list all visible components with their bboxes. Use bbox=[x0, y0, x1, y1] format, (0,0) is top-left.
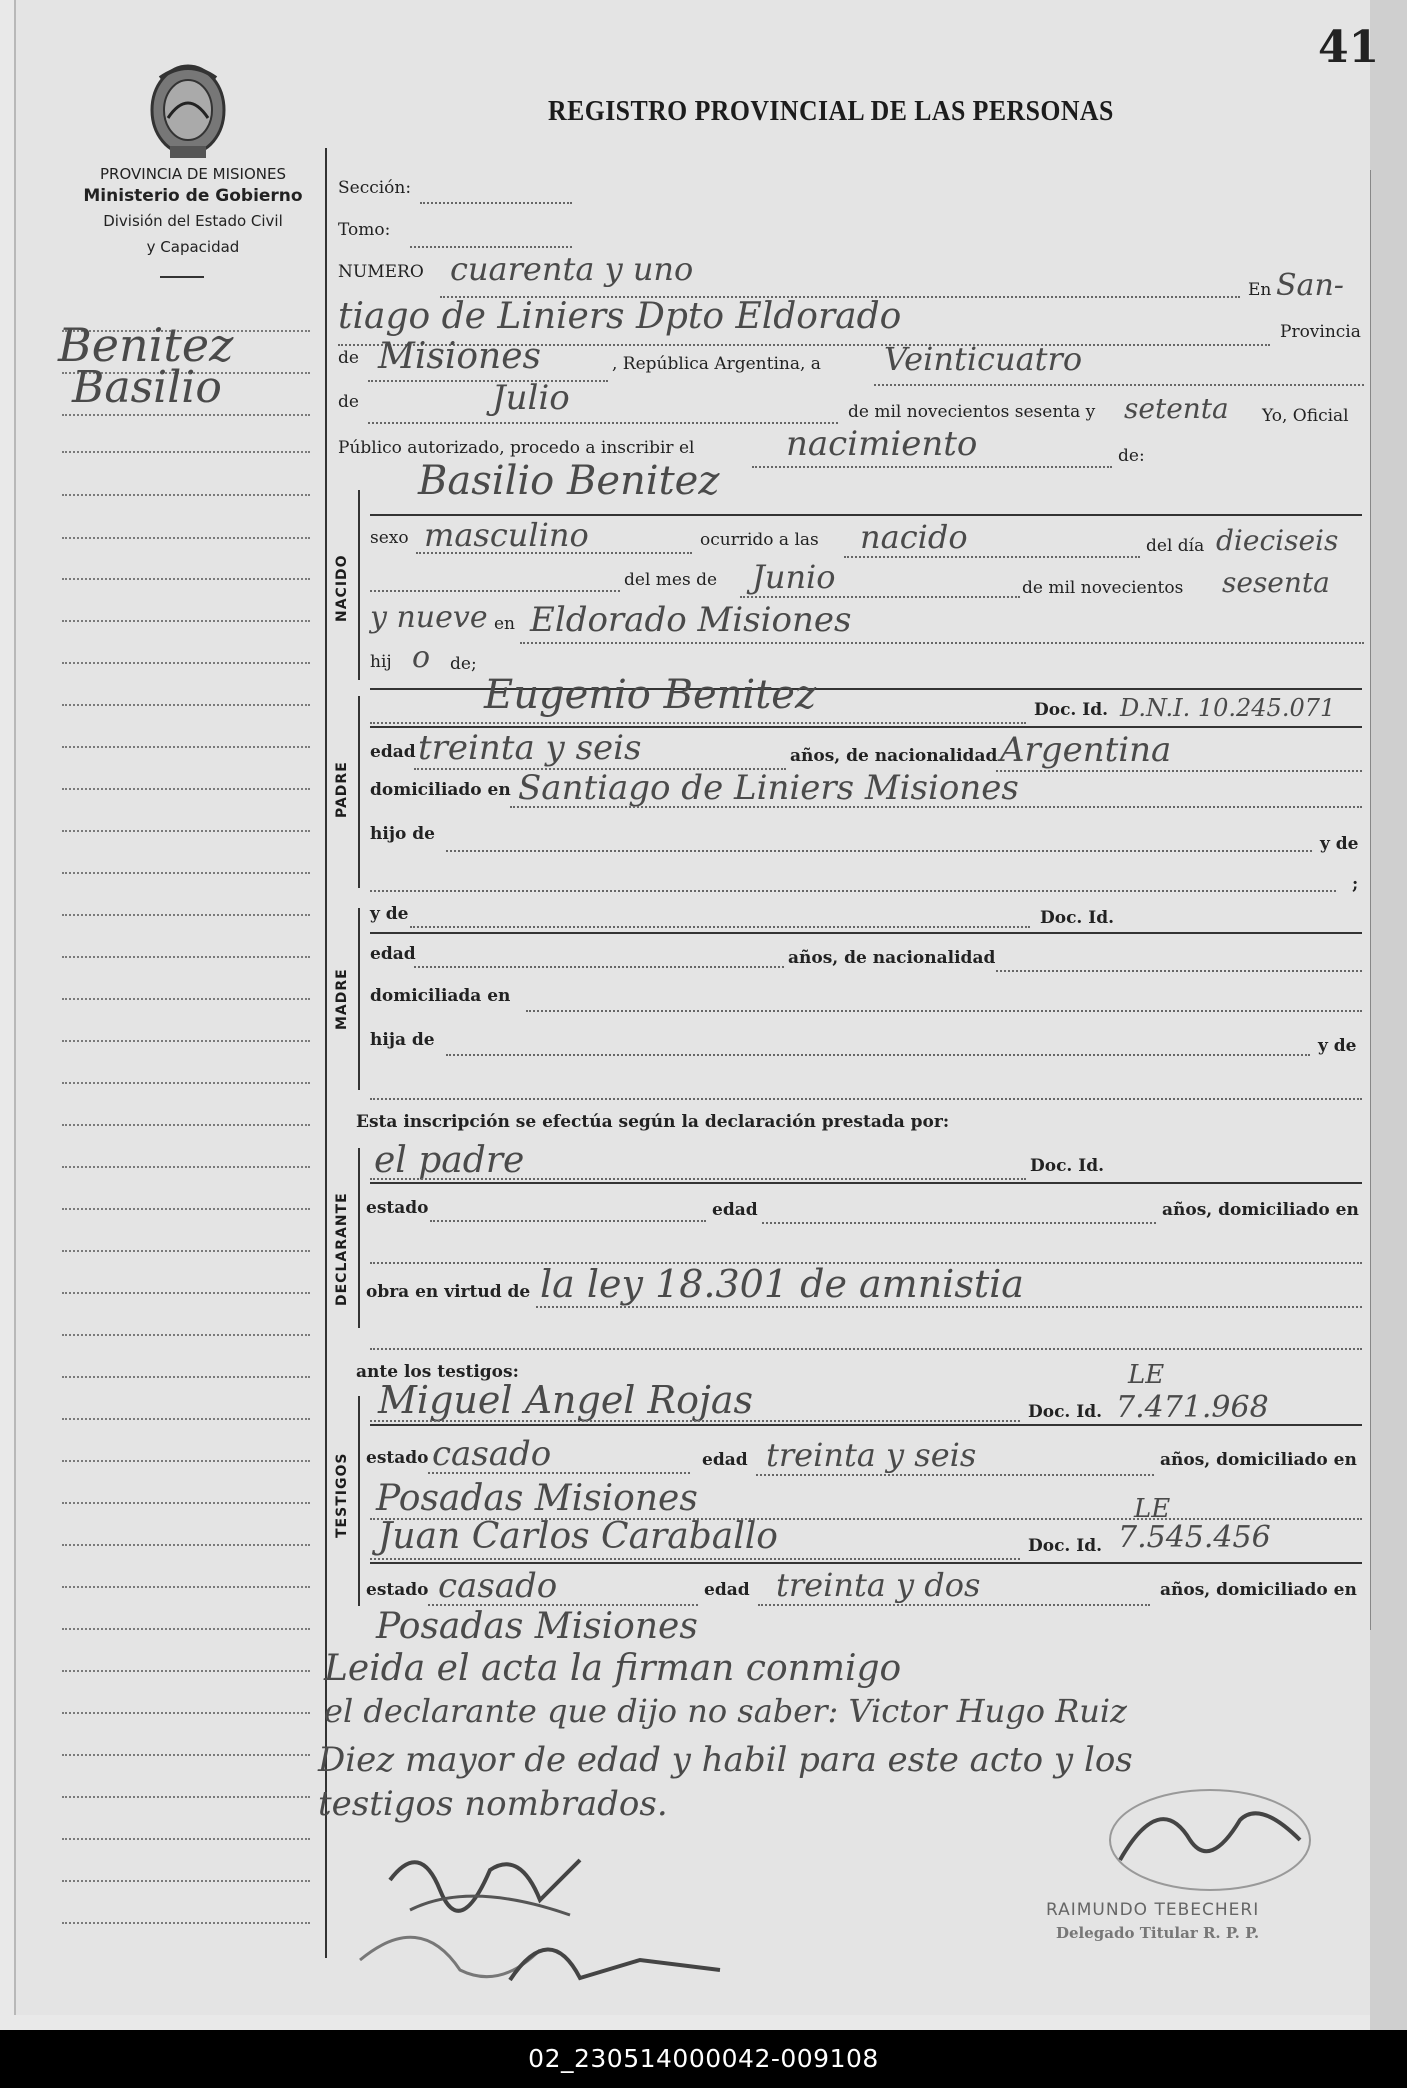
label-provincia: Provincia bbox=[1280, 322, 1361, 342]
label-yo-oficial: Yo, Oficial bbox=[1262, 406, 1349, 426]
field-fecha-mes: Julio bbox=[492, 378, 570, 418]
label-en: En bbox=[1248, 280, 1272, 300]
field-padre-dom: Santiago de Liniers Misiones bbox=[518, 768, 1019, 808]
field-t2-dom: Posadas Misiones bbox=[376, 1606, 698, 1647]
label-doc-id-t2: Doc. Id. bbox=[1028, 1536, 1103, 1556]
document-title: REGISTRO PROVINCIAL DE LAS PERSONAS bbox=[548, 96, 1114, 127]
coat-of-arms-icon bbox=[140, 58, 236, 162]
label-obra: obra en virtud de bbox=[366, 1282, 531, 1302]
label-y-de-madre: y de bbox=[370, 904, 409, 924]
field-anio-nac-1: sesenta bbox=[1222, 566, 1330, 599]
section-testigos: TESTIGOS bbox=[334, 1452, 350, 1538]
label-tomo: Tomo: bbox=[338, 220, 391, 240]
page-number: 41 bbox=[1318, 22, 1380, 73]
label-mil-sesenta: de mil novecientos sesenta y bbox=[848, 402, 1096, 422]
field-testigo1: Miguel Angel Rojas bbox=[378, 1378, 753, 1422]
label-y-de-2: y de bbox=[1318, 1036, 1357, 1056]
field-ley: la ley 18.301 de amnistia bbox=[540, 1262, 1024, 1306]
label-y-de-1: y de bbox=[1320, 834, 1359, 854]
label-nac-madre: años, de nacionalidad bbox=[788, 948, 996, 968]
field-fecha-dia: Veinticuatro bbox=[884, 340, 1083, 378]
label-de-2: de bbox=[338, 392, 359, 412]
field-hora: nacido bbox=[860, 518, 968, 556]
label-de-colon: de: bbox=[1118, 446, 1145, 466]
label-dom-t2: años, domiciliado en bbox=[1160, 1580, 1357, 1600]
field-testigo2: Juan Carlos Caraballo bbox=[378, 1516, 778, 1557]
field-mes-nac: Junio bbox=[752, 558, 836, 596]
field-t1-doc: 7.471.968 bbox=[1116, 1390, 1269, 1425]
label-edad-madre: edad bbox=[370, 944, 416, 964]
label-del-mes: del mes de bbox=[624, 570, 718, 590]
label-doc-id-madre: Doc. Id. bbox=[1040, 908, 1115, 928]
margin-given-name: Basilio bbox=[72, 362, 222, 413]
closing-line-2: el declarante que dijo no saber: Victor Hugo Ruiz bbox=[324, 1692, 1127, 1730]
label-dom-padre: domiciliado en bbox=[370, 780, 511, 800]
label-dom-madre: domiciliada en bbox=[370, 986, 511, 1006]
label-hijo-de: hijo de bbox=[370, 824, 435, 844]
label-sexo: sexo bbox=[370, 528, 409, 548]
label-edad-t2: edad bbox=[704, 1580, 750, 1600]
field-nombre: Basilio Benitez bbox=[418, 458, 720, 504]
label-numero: NUMERO bbox=[338, 262, 424, 282]
field-provincia: Misiones bbox=[378, 336, 542, 377]
section-nacido: NACIDO bbox=[334, 554, 350, 622]
label-del-dia: del día bbox=[1146, 536, 1205, 556]
field-acto: nacimiento bbox=[786, 424, 978, 464]
label-edad-declarante: edad bbox=[712, 1200, 758, 1220]
section-declarante: DECLARANTE bbox=[334, 1192, 350, 1306]
label-publico: Público autorizado, procedo a inscribir el bbox=[338, 438, 695, 458]
field-t2-estado: casado bbox=[438, 1566, 558, 1606]
field-padre-nac: Argentina bbox=[1000, 730, 1172, 770]
header-capacity: y Capacidad bbox=[146, 238, 240, 256]
closing-line-4: testigos nombrados. bbox=[318, 1784, 668, 1824]
field-lugar-nac: Eldorado Misiones bbox=[530, 600, 852, 640]
label-estado-declarante: estado bbox=[366, 1198, 429, 1218]
field-padre-edad: treinta y seis bbox=[418, 728, 642, 768]
header-division: División del Estado Civil bbox=[103, 212, 283, 230]
field-t1-doc-prefix: LE bbox=[1128, 1360, 1165, 1390]
header-province: PROVINCIA DE MISIONES bbox=[100, 165, 286, 183]
signature-officer-icon bbox=[1100, 1780, 1330, 1900]
label-doc-id-declarante: Doc. Id. bbox=[1030, 1156, 1105, 1176]
stamp-role: Delegado Titular R. P. P. bbox=[1056, 1924, 1260, 1942]
label-dom-declarante: años, domiciliado en bbox=[1162, 1200, 1359, 1220]
field-anio-nac-2: y nueve bbox=[370, 600, 488, 635]
label-doc-id-t1: Doc. Id. bbox=[1028, 1402, 1103, 1422]
field-t1-dom: Posadas Misiones bbox=[376, 1478, 698, 1519]
field-declarante: el padre bbox=[374, 1140, 525, 1181]
field-t1-edad: treinta y seis bbox=[766, 1436, 977, 1474]
right-border bbox=[1370, 170, 1371, 1630]
label-de-semi: de; bbox=[450, 654, 477, 674]
label-doc-id-padre: Doc. Id. bbox=[1034, 700, 1109, 720]
closing-line-3: Diez mayor de edad y habil para este acto y los bbox=[318, 1740, 1133, 1780]
label-ocurrido: ocurrido a las bbox=[700, 530, 819, 550]
stamp-name: RAIMUNDO TEBECHERI bbox=[1046, 1900, 1260, 1920]
field-t2-doc-prefix: LE bbox=[1134, 1494, 1171, 1524]
label-semicolon: ; bbox=[1352, 874, 1359, 894]
field-anio: setenta bbox=[1124, 392, 1229, 425]
label-hija-de: hija de bbox=[370, 1030, 435, 1050]
field-t1-estado: casado bbox=[432, 1434, 552, 1474]
footer-image-id: 02_230514000042-009108 bbox=[0, 2030, 1407, 2088]
field-hij-suffix: o bbox=[412, 640, 431, 675]
label-declaracion: Esta inscripción se efectúa según la declaración prestada por: bbox=[356, 1112, 950, 1132]
binding-fold bbox=[1370, 0, 1407, 2030]
label-hij: hij bbox=[370, 652, 392, 672]
label-seccion: Sección: bbox=[338, 178, 412, 198]
margin-surname: Benitez bbox=[58, 318, 234, 372]
header-rule bbox=[160, 276, 204, 278]
field-padre-nombre: Eugenio Benitez bbox=[484, 672, 817, 718]
label-testigos: ante los testigos: bbox=[356, 1362, 519, 1382]
field-t2-doc: 7.545.456 bbox=[1118, 1520, 1271, 1555]
label-nac-padre: años, de nacionalidad bbox=[790, 746, 998, 766]
field-dia: dieciseis bbox=[1216, 524, 1339, 557]
signature-witness-icon bbox=[340, 1900, 760, 2000]
field-en-line2: tiago de Liniers Dpto Eldorado bbox=[338, 296, 902, 337]
label-estado-t2: estado bbox=[366, 1580, 429, 1600]
field-t2-edad: treinta y dos bbox=[776, 1566, 981, 1604]
header-ministry: Ministerio de Gobierno bbox=[83, 186, 303, 206]
label-edad-padre: edad bbox=[370, 742, 416, 762]
field-numero: cuarenta y uno bbox=[450, 250, 694, 288]
label-edad-t1: edad bbox=[702, 1450, 748, 1470]
label-en-lugar: en bbox=[494, 614, 516, 634]
field-en-line1: San- bbox=[1276, 268, 1344, 303]
field-sexo: masculino bbox=[424, 516, 589, 554]
label-republica: , República Argentina, a bbox=[612, 354, 821, 374]
closing-line-1: Leida el acta la firman conmigo bbox=[324, 1648, 902, 1689]
section-padre: PADRE bbox=[334, 761, 350, 818]
label-dom-t1: años, domiciliado en bbox=[1160, 1450, 1357, 1470]
section-madre: MADRE bbox=[334, 968, 350, 1030]
label-estado-t1: estado bbox=[366, 1448, 429, 1468]
label-mil-novecientos: de mil novecientos bbox=[1022, 578, 1184, 598]
label-de-1: de bbox=[338, 348, 359, 368]
field-padre-doc: D.N.I. 10.245.071 bbox=[1120, 694, 1336, 722]
